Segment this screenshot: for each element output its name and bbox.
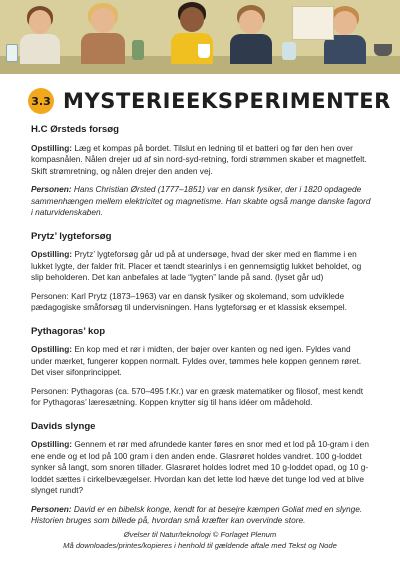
section-heading: H.C Ørsteds forsøg xyxy=(31,124,119,135)
setup-label: Opstilling: xyxy=(31,249,73,259)
section-pythagoras xyxy=(31,326,372,409)
setup-paragraph xyxy=(31,344,372,379)
header-illustration xyxy=(0,0,400,74)
setup-paragraph xyxy=(31,249,372,284)
poster-icon xyxy=(292,6,334,40)
section-heading: Prytz’ lygteforsøg xyxy=(31,230,112,242)
setup-label: Opstilling: xyxy=(31,344,73,354)
section-orsted xyxy=(31,124,372,219)
section-prytz xyxy=(31,231,372,314)
setup-text: Gennem et rør med afrundede kanter føres en snor med et lod på 10-gram i den ene ende og et lod på 100 gram i den anden ende. Glasrøret holdes vandret. 100 g-loddet synker så langt, som snoren tillader. Glasrøret holdes lodret med 10 g-loddet opad, og 10 g-loddet sættes i cirkelbevægelser. Hvordan kan det lette lod hæve det tunge lod ved at blive slynget rundt? xyxy=(31,439,370,495)
person-label: Personen: xyxy=(31,184,72,194)
setup-label: Opstilling: xyxy=(31,142,73,153)
person-paragraph xyxy=(31,504,372,527)
person-label: Personen: xyxy=(31,503,72,514)
child-figure-1 xyxy=(18,4,62,64)
person-text: David er en bibelsk konge, kendt for at besejre kæmpen Goliat med en slynge. Historien bruges som billede på, hvordan små kræfter kan overvinde store. xyxy=(31,503,363,525)
person-text: Hans Christian Ørsted (1777–1851) var en dansk fysiker, der i 1820 opdagede sammenhængen mellem elektricitet og magnetisme. Han skabte også mange danske fagord i naturvidenskaben. xyxy=(31,184,371,217)
section-heading: Pythagoras’ kop xyxy=(31,325,106,337)
flask-icon xyxy=(282,42,296,60)
footer-copyright: Øvelser til Natur/teknologi © Forlaget Plenum xyxy=(123,530,277,539)
person-paragraph: Personen: Pythagoras (ca. 570–495 f.Kr.) var en græsk matematiker og filosof, mest kendt for Pythagoras’ læresætning. Koppen knytter sig til hans idéer om mådehold. xyxy=(31,385,364,407)
person-paragraph xyxy=(31,184,372,219)
bottle-icon xyxy=(132,40,144,60)
setup-text: Læg et kompas på bordet. Tilslut en ledning til et batteri og før den hen over kompasnålen. Nålen drejer ud af sin nord-syd-retning, fordi strømmen skaber et magnetfelt. Skift strømretning, og nålen drejer den anden vej. xyxy=(31,142,367,176)
cup-icon xyxy=(198,44,210,58)
section-heading: Davids slynge xyxy=(31,420,96,432)
setup-paragraph xyxy=(31,143,372,178)
page-title: MYSTERIEEKSPERIMENTER xyxy=(63,89,391,113)
setup-text: En kop med et rør i midten, der bøjer over kanten og ned igen. Fyldes vand under mærket, fungerer koppen normalt. Fyldes over, tømmes hele koppen gennem røret. Det viser sifonprincippet. xyxy=(31,344,362,377)
page-title-row xyxy=(28,88,391,114)
setup-paragraph xyxy=(31,439,372,497)
child-figure-4 xyxy=(228,4,274,64)
child-figure-2 xyxy=(78,2,128,64)
setup-text: Prytz’ lygteforsøg går ud på at undersøge, hvad der sker med en flamme i en lukket lygte, der falder frit. Placer et tændt stearinlys i en gennemsigtig lukket beholdet, og slip beholderen. Det kan anbefales at lade “lygten” lande på sand. (lyset går ud) xyxy=(31,249,362,282)
experiments-content xyxy=(31,124,372,539)
glass-jar-icon xyxy=(6,44,18,62)
setup-label: Opstilling: xyxy=(31,439,73,449)
pot-icon xyxy=(374,44,392,56)
footer-license: Må downloades/printes/kopieres i henhold til gældende aftale med Tekst og Node xyxy=(63,540,337,550)
footer xyxy=(0,530,400,551)
person-paragraph: Personen: Karl Prytz (1873–1963) var en dansk fysiker og skolemand, som udviklede pædagogiske småforsøg til undervisningen. Hans lygteforsøg er et klassisk eksempel. xyxy=(31,290,347,312)
section-david xyxy=(31,421,372,527)
section-number-badge: 3.3 xyxy=(28,88,54,114)
